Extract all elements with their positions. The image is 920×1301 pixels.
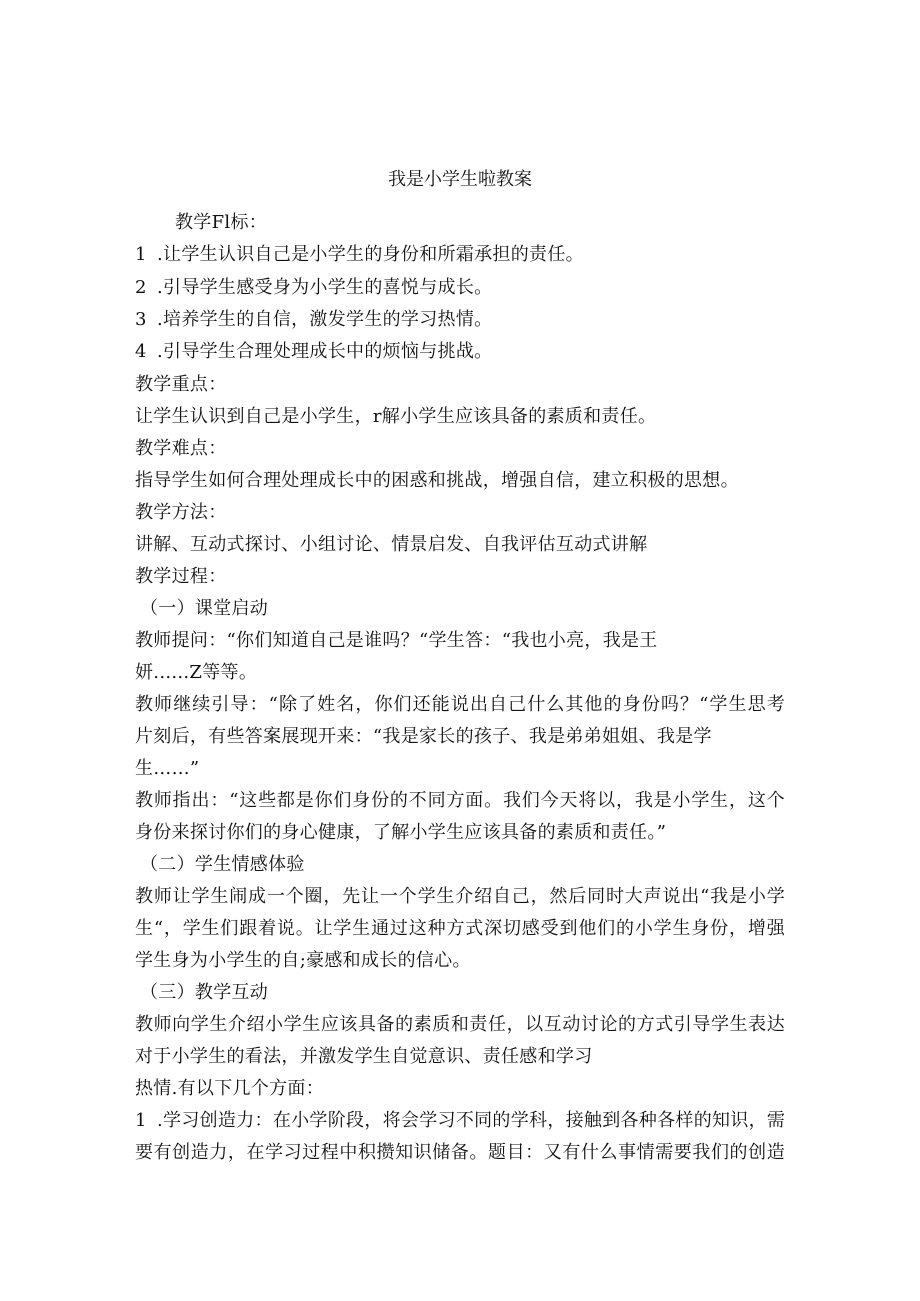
process-heading: 教学过程： [135, 566, 227, 587]
methods-text: 讲解、互动式探讨、小组讨论、情景启发、自我评估互动式讲解 [135, 534, 648, 555]
paragraph-line: 身份来探讨你们的身心健康，了解小学生应该具备的素质和责任。” [135, 822, 667, 843]
paragraph-line: 对于小学生的看法，并激发学生自觉意识、责任感和学习 [135, 1046, 593, 1067]
objective-item [135, 276, 492, 300]
objective-item [135, 308, 492, 332]
objective-number: 4 [135, 341, 147, 362]
key-points-heading: 教学重点： [135, 374, 227, 395]
objectives-heading: 教学Fl标： [175, 212, 268, 233]
paragraph-line: 教师继续引导：“除了姓名，你们还能说出自己什么其他的身份吗？“学生思考 [135, 694, 785, 715]
key-points-text: 让学生认识到自己是小学生，r解小学生应该具备的素质和责任。 [135, 406, 657, 427]
difficulties-heading: 教学难点： [135, 438, 227, 459]
paragraph-line: 学生身为小学生的自;豪感和成长的信心。 [135, 950, 471, 971]
objective-text: .让学生认识自己是小学生的身份和所霜承担的责任。 [157, 244, 584, 265]
objective-text: .引导学生合理处理成长中的烦恼与挑战。 [157, 341, 493, 362]
paragraph-line: 生“，学生们跟着说。让学生通过这种方式深切感受到他们的小学生身份，增强 [135, 918, 785, 939]
paragraph-line: 热情.有以下几个方面： [135, 1078, 325, 1099]
document-title: 我是小学生啦教案 [388, 169, 532, 190]
paragraph-line: 教师指出：“这些都是你们身份的不同方面。我们今天将以，我是小学生，这个 [135, 790, 785, 811]
paragraph-line: 要有创造力，在学习过程中积攒知识储备。题目：又有什么事情需要我们的创造 [135, 1142, 785, 1163]
paragraph-line: 教师提问：“你们知道自己是谁吗？“学生答：“我也小亮，我是王 [135, 630, 658, 651]
list-item [135, 1109, 785, 1133]
objective-text: .培养学生的自信，激发学生的学习热情。 [157, 309, 493, 330]
paragraph-line: 生……” [135, 758, 200, 779]
list-text: .学习创造力：在小学阶段，将会学习不同的学科，接触到各种各样的知识，需 [157, 1110, 786, 1131]
difficulties-text: 指导学生如何合理处理成长中的困惑和挑战，增强自信，建立积极的思想。 [135, 470, 739, 491]
objective-number: 2 [135, 277, 147, 298]
section-heading: （二）学生情感体验 [140, 854, 305, 875]
paragraph-line: 片刻后，有些答案展现开来：“我是家长的孩子、我是弟弟姐姐、我是学 [135, 726, 712, 747]
objective-number: 3 [135, 309, 147, 330]
methods-heading: 教学方法： [135, 502, 227, 523]
paragraph-line: 教师向学生介绍小学生应该具备的素质和责任，以互动讨论的方式引导学生表达 [135, 1014, 785, 1035]
objective-text: .引导学生感受身为小学生的喜悦与成长。 [157, 277, 493, 298]
paragraph-line: 妍......Z等等。 [135, 662, 258, 683]
objective-item [135, 340, 492, 364]
list-number: 1 [135, 1110, 147, 1131]
paragraph-line: 教师让学生闹成一个圈，先让一个学生介绍自己，然后同时大声说出“我是小学 [135, 886, 785, 907]
objective-item [135, 243, 584, 267]
section-heading: （一）课堂启动 [140, 598, 269, 619]
section-heading: （三）教学互动 [140, 982, 269, 1003]
objective-number: 1 [135, 244, 147, 265]
